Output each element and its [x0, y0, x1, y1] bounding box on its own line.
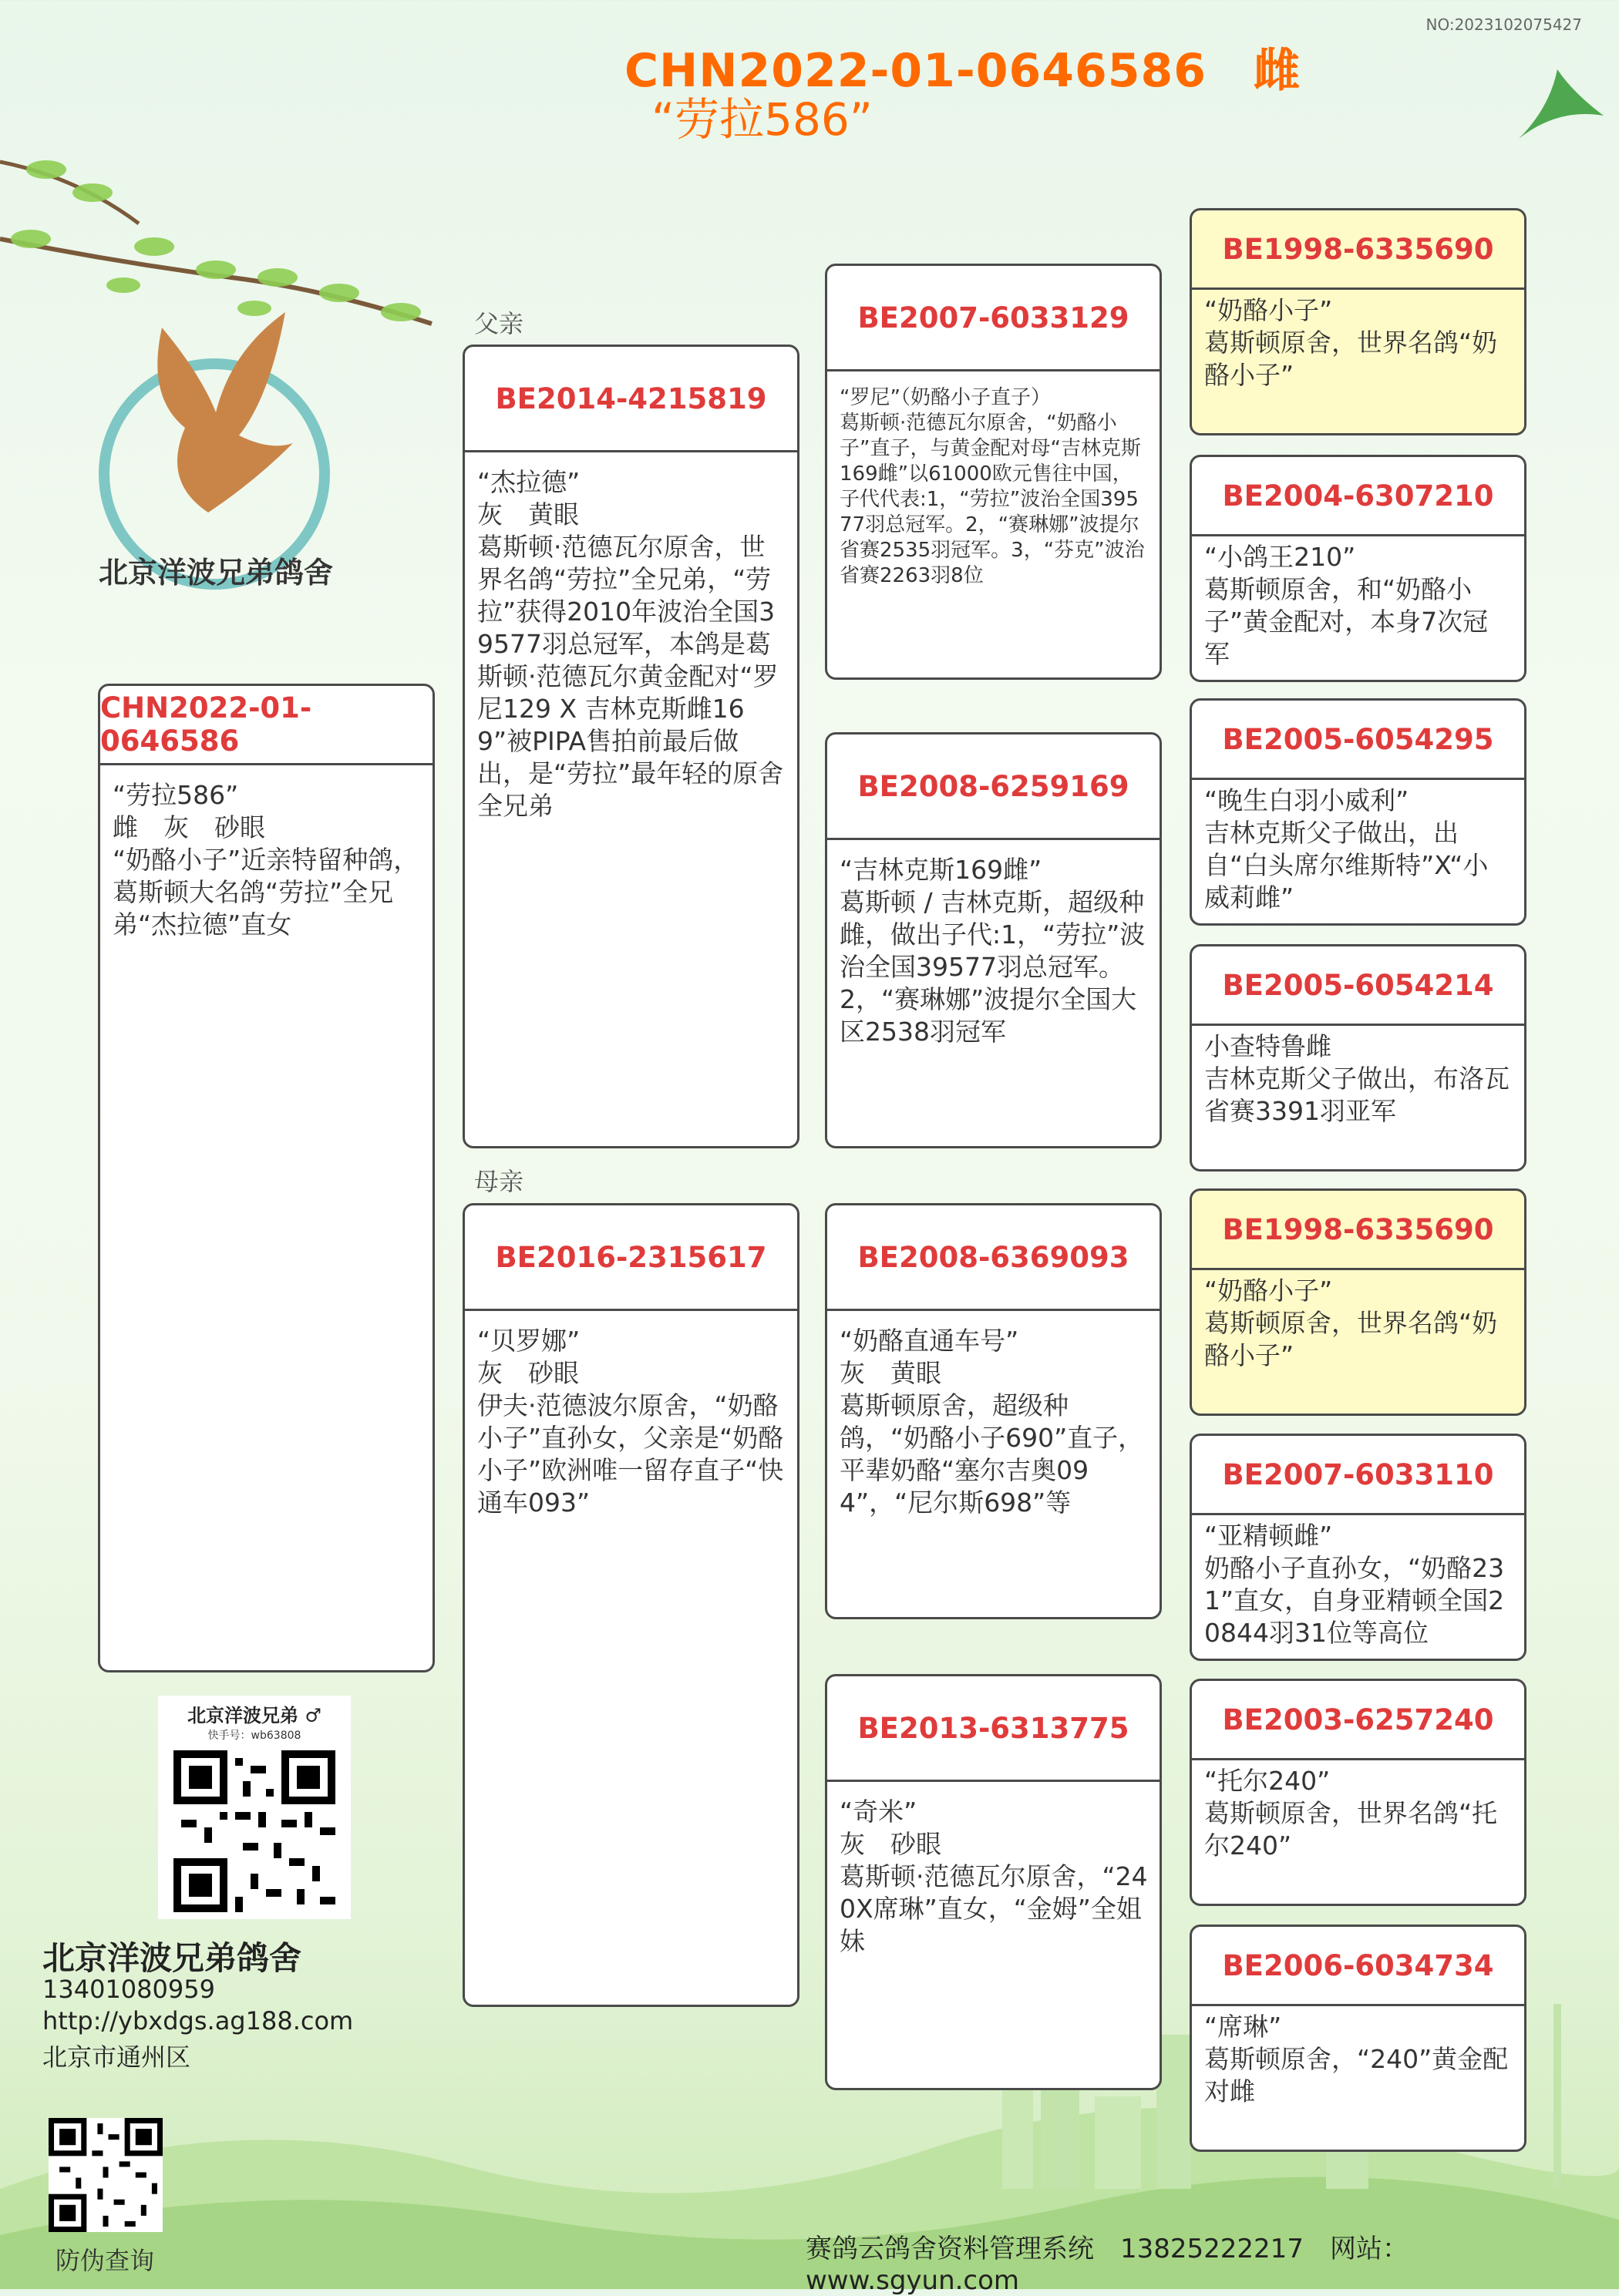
great-grandparent-text: “小鸽王210” 葛斯顿原舍，和“奶酪小子”黄金配对，本身7次冠军 — [1204, 542, 1489, 669]
great-grandparent-text: “晚生白羽小威利” 吉林克斯父子做出，出自“白头席尔维斯特”X“小威莉雌” — [1204, 785, 1489, 913]
grandparent-card — [825, 264, 1162, 680]
great-grandparent-ring: BE2006-6034734 — [1192, 1927, 1524, 2006]
great-grandparent-text: “奶酪小子” 葛斯顿原舍，世界名鸽“奶酪小子” — [1204, 295, 1498, 390]
great-grandparent-card — [1190, 1434, 1526, 1661]
grandparent-ring: BE2007-6033129 — [827, 266, 1160, 371]
mother-card — [463, 1203, 799, 2007]
qr-code-icon[interactable] — [173, 1750, 335, 1912]
grandparent-card — [825, 1674, 1162, 2090]
mother-text: “贝罗娜” 灰 砂眼 伊夫·范德波尔原舍，“奶酪小子”直孙女，父亲是“奶酪小子”欧洲唯一留存直子“快通车093” — [477, 1326, 784, 1518]
great-grandparent-ring: BE1998-6335690 — [1192, 210, 1524, 290]
great-grandparent-card — [1190, 455, 1526, 682]
grandparent-ring: BE2008-6369093 — [827, 1205, 1160, 1311]
great-grandparent-ring: BE1998-6335690 — [1192, 1191, 1524, 1270]
great-grandparent-ring: BE2007-6033110 — [1192, 1436, 1524, 1515]
loft-phone: 13401080959 — [42, 1975, 215, 2004]
father-card — [463, 345, 799, 1148]
great-grandparent-card — [1190, 698, 1526, 926]
mother-ring: BE2016-2315617 — [465, 1205, 797, 1311]
page-title-name: “劳拉586” — [651, 93, 873, 146]
loft-logo-text: 北京洋波兄弟鸽舍 — [99, 556, 334, 590]
grandparent-card — [825, 732, 1162, 1148]
father-text: “杰拉德” 灰 黄眼 葛斯顿·范德瓦尔原舍，世界名鸽“劳拉”全兄弟，“劳拉”获得2010年波治全国39577羽总冠军，本鸽是葛斯顿·范德瓦尔黄金配对“罗尼129 X 吉林克斯雌169”被PIPA售拍前最后做出，是“劳拉”最年轻的原舍全兄弟 — [477, 467, 784, 821]
grandparent-ring: BE2008-6259169 — [827, 735, 1160, 840]
great-grandparent-card — [1190, 1925, 1526, 2152]
subject-text: “劳拉586” 雌 灰 砂眼 “奶酪小子”近亲特留种鸽，葛斯顿大名鸽“劳拉”全兄弟“杰拉德”直女 — [113, 780, 419, 940]
subject-card — [98, 684, 435, 1672]
great-grandparent-text: “席琳” 葛斯顿原舍，“240”黄金配对雌 — [1204, 2012, 1509, 2106]
bird-icon — [1511, 62, 1611, 162]
great-grandparent-text: “托尔240” 葛斯顿原舍，世界名鸽“托尔240” — [1204, 1766, 1498, 1861]
grandparent-text: “奇米” 灰 砂眼 葛斯顿·范德瓦尔原舍，“240X席琳”直女，“金姆”全姐妹 — [840, 1797, 1148, 1956]
mother-label: 母亲 — [474, 1167, 524, 1196]
father-label: 父亲 — [474, 309, 524, 338]
grandparent-text: “奶酪直通车号” 灰 黄眼 葛斯顿原舍，超级种鸽，“奶酪小子690”直子，平辈奶酪“塞尔吉奥094”，“尼尔斯698”等 — [840, 1326, 1144, 1518]
great-grandparent-text: “奶酪小子” 葛斯顿原舍，世界名鸽“奶酪小子” — [1204, 1276, 1498, 1370]
great-grandparent-card — [1190, 1188, 1526, 1416]
loft-qr-block — [158, 1696, 351, 1919]
qr-subtitle: 快手号：wb63808 — [207, 1730, 301, 1742]
great-grandparent-ring: BE2005-6054295 — [1192, 701, 1524, 780]
page-title-ring: CHN2022-01-0646586 雌 — [624, 44, 1301, 98]
grandparent-card — [825, 1203, 1162, 1619]
grandparent-text: “吉林克斯169雌” 葛斯顿 / 吉林克斯，超级种雌，做出子代:1，“劳拉”波治全国39577羽总冠军。2，“赛琳娜”波提尔全国大区2538羽冠军 — [840, 855, 1146, 1047]
verify-qr-code-icon[interactable] — [49, 2118, 163, 2232]
father-ring: BE2014-4215819 — [465, 347, 797, 452]
dove-logo-icon — [116, 304, 301, 520]
great-grandparent-ring: BE2004-6307210 — [1192, 457, 1524, 536]
loft-name: 北京洋波兄弟鸽舍 — [42, 1939, 302, 1977]
subject-ring: CHN2022-01-0646586 — [100, 686, 433, 765]
great-grandparent-ring: BE2003-6257240 — [1192, 1681, 1524, 1760]
loft-address: 北京市通州区 — [42, 2042, 191, 2072]
grandparent-ring: BE2013-6313775 — [827, 1676, 1160, 1782]
footer-system-info: 赛鸽云鸽舍资料管理系统 13825222217 网站：www.sgyun.com — [806, 2234, 1409, 2296]
verify-label: 防伪查询 — [56, 2246, 155, 2275]
great-grandparent-text: “亚精顿雌” 奶酪小子直孙女，“奶酪231”直女，自身亚精顿全国20844羽31位等高位 — [1204, 1521, 1505, 1648]
great-grandparent-card — [1190, 944, 1526, 1172]
great-grandparent-card — [1190, 208, 1526, 435]
great-grandparent-card — [1190, 1679, 1526, 1906]
serial-number: NO:2023102075427 — [1425, 15, 1582, 34]
grandparent-text: “罗尼”（奶酪小子直子） 葛斯顿·范德瓦尔原舍，“奶酪小子”直子，与黄金配对母“吉林克斯169雌”以61000欧元售往中国，子代代表:1，“劳拉”波治全国39577羽总冠军。2，“赛琳娜”波提尔省赛2535羽冠军。3，“芬克”波治省赛2263羽8位 — [840, 386, 1145, 587]
loft-url[interactable]: http://ybxdgs.ag188.com — [42, 2006, 354, 2035]
great-grandparent-text: 小查特鲁雌 吉林克斯父子做出，布洛瓦省赛3391羽亚军 — [1204, 1031, 1510, 1126]
great-grandparent-ring: BE2005-6054214 — [1192, 946, 1524, 1026]
qr-title: 北京洋波兄弟 ♂ — [187, 1704, 321, 1726]
